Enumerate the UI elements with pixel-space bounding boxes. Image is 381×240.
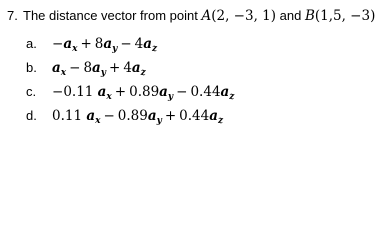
option-d[interactable] (26, 108, 223, 124)
option-c[interactable] (26, 84, 234, 100)
option-expression: $-a_x + 8a_y - 4a_z$ (52, 36, 158, 54)
option-expression: $a_x - 8a_y + 4a_z$ (52, 60, 146, 78)
option-expression: 0.11 $a_x - 0.89a_y + 0.44a_z$ (52, 108, 224, 126)
option-letter: a. (26, 36, 37, 51)
point-a-name: A (201, 8, 212, 24)
point-a-coords: (2, −3, 1) (211, 8, 277, 24)
and-text: and (276, 8, 305, 23)
option-letter: d. (26, 108, 37, 123)
question-number: 7. (7, 8, 18, 23)
option-a[interactable] (26, 36, 157, 52)
point-b-coords: (1,5, −3) (314, 8, 376, 24)
point-b-name: B (304, 8, 315, 24)
option-letter: b. (26, 60, 37, 75)
option-expression: −0.11 $a_x + 0.89a_y - 0.44a_z$ (52, 84, 235, 102)
option-b[interactable] (26, 60, 146, 76)
option-letter: c. (26, 84, 37, 99)
question-stem (7, 8, 375, 24)
question-text: The distance vector from point (23, 8, 202, 23)
